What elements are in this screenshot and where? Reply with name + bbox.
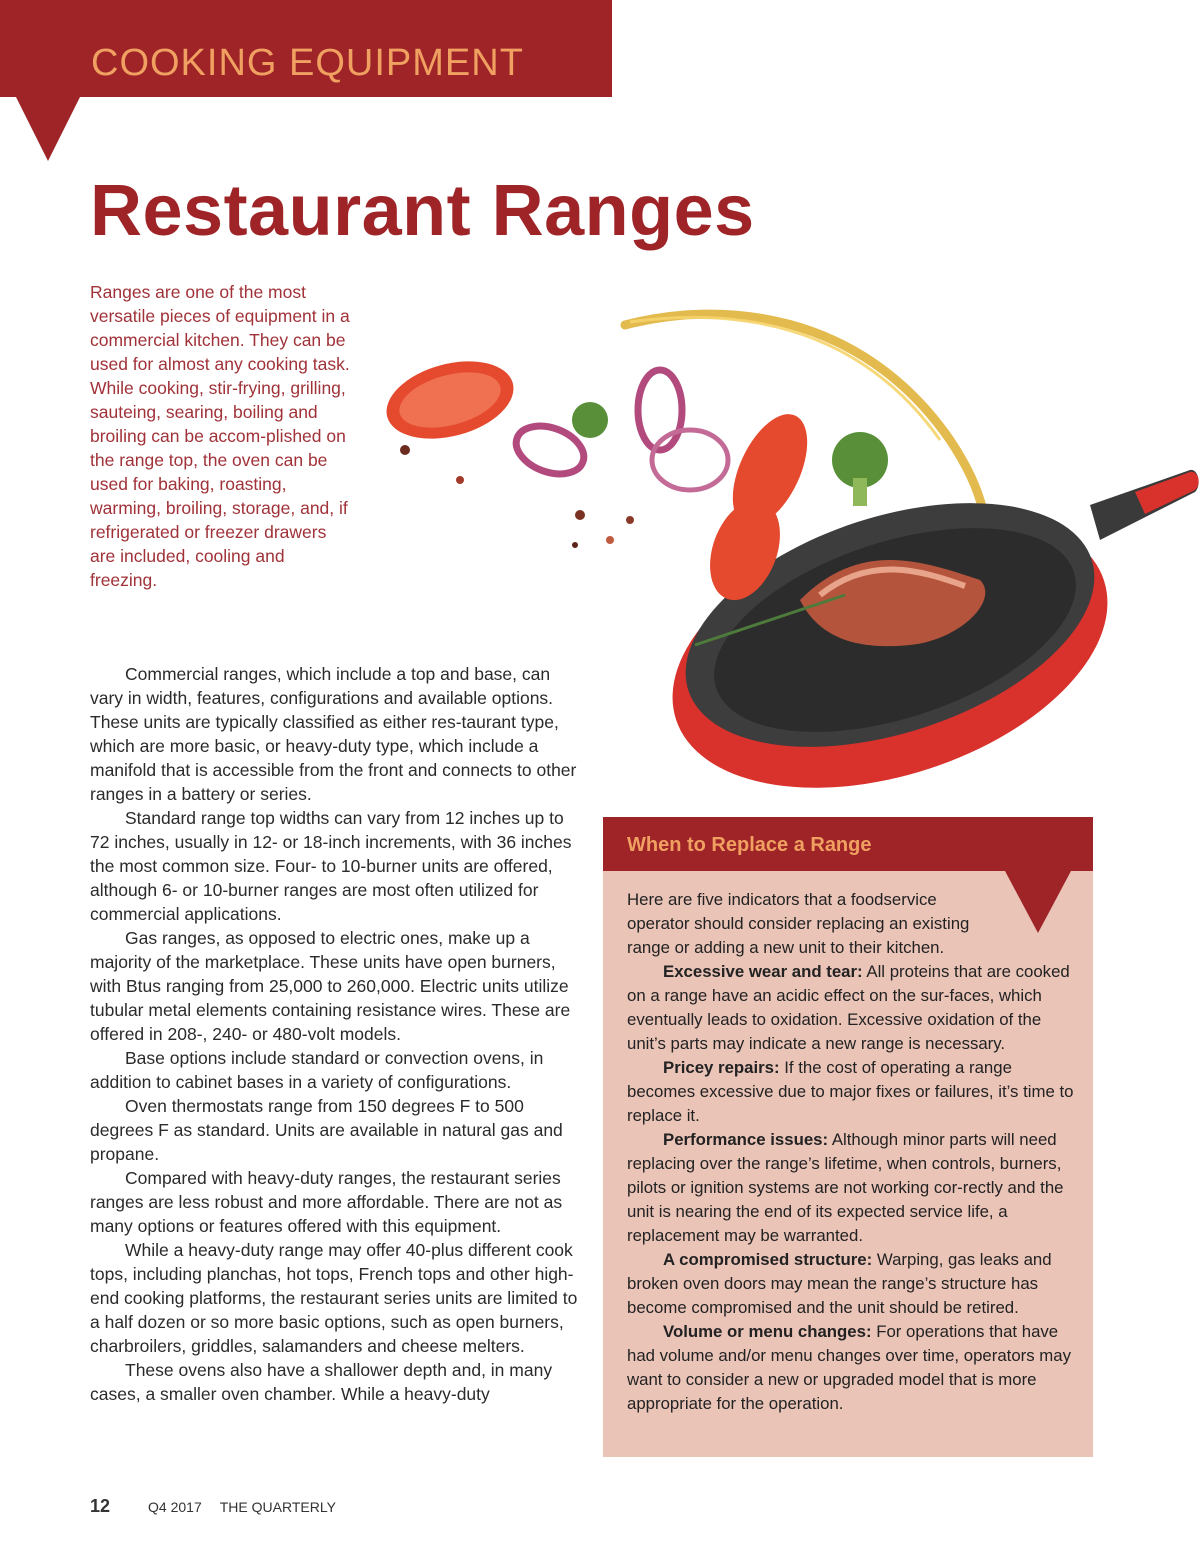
body-paragraph: While a heavy-duty range may offer 40-plus different cook tops, including planchas, hot tops, French tops and other high-end cooking platforms, the restaurant series units are limited to a half dozen or so more basic options, such as open burners, charbroilers, griddles, salamanders and cheese melters. — [90, 1240, 578, 1356]
sidebar-item — [627, 1248, 1077, 1320]
header-banner-notch — [16, 97, 80, 161]
sidebar-item-term: Excessive wear and tear: — [663, 962, 863, 981]
page-footer — [90, 1496, 336, 1517]
publication-name: THE QUARTERLY — [219, 1499, 336, 1515]
sidebar-item-term: Performance issues: — [663, 1130, 829, 1149]
issue-label: Q4 2017 — [148, 1499, 202, 1515]
sidebar-item — [627, 960, 1077, 1056]
sidebar-intro: Here are five indicators that a foodservice operator should consider replacing an existing range or adding a new unit to their kitchen. — [627, 890, 970, 957]
body-paragraph: Gas ranges, as opposed to electric ones, make up a majority of the marketplace. These units have open burners, with Btus ranging from 25,000 to 260,000. Electric units utilize tubular metal elements containing resistance wires. These are offered in 208-, 240- or 480-volt models. — [90, 928, 571, 1044]
sidebar-title: When to Replace a Range — [627, 834, 872, 856]
sidebar-item-text: For operations that have had volume and/or menu changes over time, operators may want to consider a new or upgraded model that is more appropriate for the operation. — [627, 1322, 1072, 1413]
section-label: COOKING EQUIPMENT — [91, 42, 524, 84]
page-number: 12 — [90, 1496, 111, 1516]
sidebar-item — [627, 1128, 1077, 1248]
body-paragraph: Base options include standard or convection ovens, in addition to cabinet bases in a variety of configurations. — [90, 1048, 544, 1092]
intro-text: Ranges are one of the most versatile pieces of equipment in a commercial kitchen. They can be used for almost any cooking task. While cooking, stir-frying, grilling, sauteing, searing, boiling and broiling can be accom-plished on the range top, the oven can be used for baking, roasting, warming, broiling, storage, and, if refrigerated or freezer drawers are included, cooling and freezing. — [90, 282, 350, 590]
body-paragraph: Oven thermostats range from 150 degrees F to 500 degrees F as standard. Units are available in natural gas and propane. — [90, 1096, 563, 1164]
article-body — [90, 662, 582, 1406]
sidebar-item-text: All proteins that are cooked on a range have an acidic effect on the sur-faces, which eventually leads to oxidation. Excessive oxidation of the unit’s parts may indicate a new range is necessary. — [627, 962, 1070, 1053]
sidebar-body — [627, 888, 1077, 1416]
sidebar-item — [627, 1056, 1077, 1128]
sidebar-item-text: Although minor parts will need replacing over the range’s lifetime, when controls, burners, pilots or ignition systems are not working cor-rectly and the unit is nearing the end of its expected service life, a replacement may be warranted. — [627, 1130, 1064, 1245]
sidebar-header — [603, 817, 1093, 871]
sidebar-item-text: Warping, gas leaks and broken oven doors may mean the range’s structure has become compromised and the unit should be retired. — [627, 1250, 1052, 1317]
sidebar-box — [603, 817, 1093, 1457]
body-paragraph: Commercial ranges, which include a top and base, can vary in width, features, configurations and available options. These units are typically classified as either res-taurant type, which are more basic, or heavy-duty type, which include a manifold that is accessible from the front and connects to other ranges in a battery or series. — [90, 664, 577, 804]
sidebar-item-text: If the cost of operating a range becomes excessive due to major fixes or failures, it’s time to replace it. — [627, 1058, 1074, 1125]
sidebar-item — [627, 1320, 1077, 1416]
body-paragraph: Compared with heavy-duty ranges, the restaurant series ranges are less robust and more affordable. There are not as many options or features offered with this equipment. — [90, 1168, 563, 1236]
sidebar-item-term: A compromised structure: — [663, 1250, 873, 1269]
sidebar-item-term: Pricey repairs: — [663, 1058, 780, 1077]
sidebar-item-term: Volume or menu changes: — [663, 1322, 872, 1341]
body-paragraph: These ovens also have a shallower depth and, in many cases, a smaller oven chamber. While a heavy-duty — [90, 1360, 553, 1404]
body-paragraph: Standard range top widths can vary from 12 inches up to 72 inches, usually in 12- or 18-inch increments, with 36 inches the most common size. Four- to 10-burner units are offered, although 6- or 10-burner ranges are most often utilized for commercial applications. — [90, 808, 572, 924]
page-title: Restaurant Ranges — [90, 171, 755, 251]
